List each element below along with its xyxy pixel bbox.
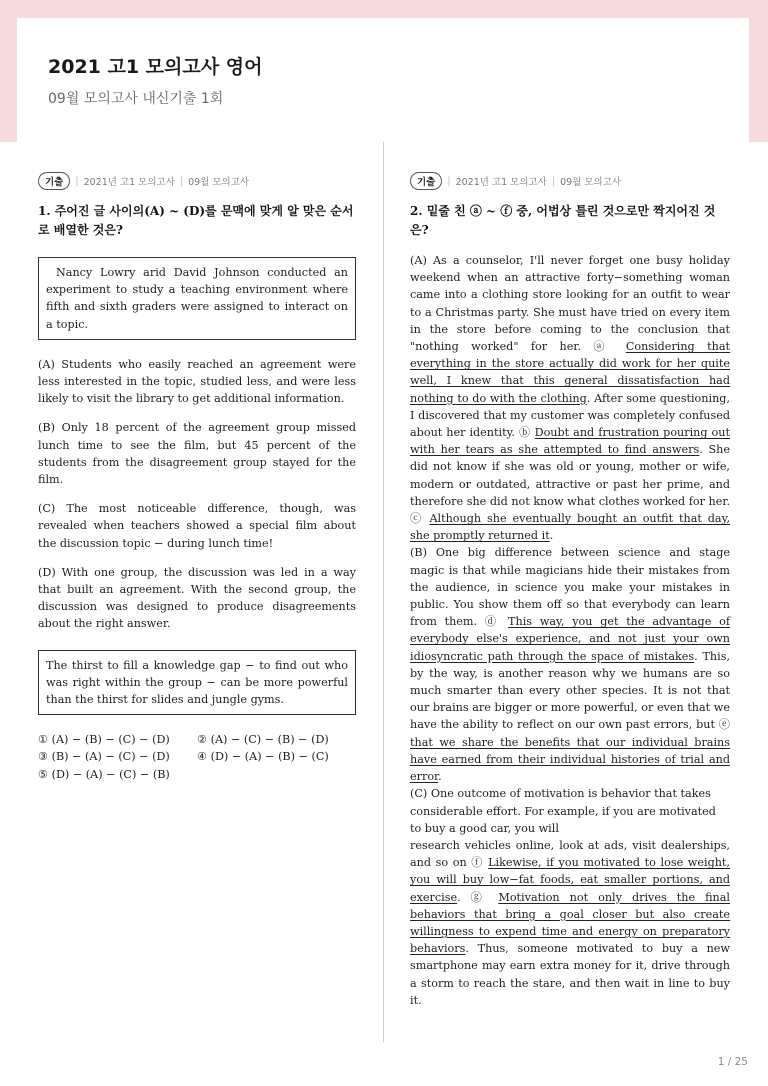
underline-g: Motivation not only drives the final behaviors that bring a goal closer but also create willingness to expend time and energy on preparatory behaviors bbox=[410, 890, 730, 956]
tag-badge: 기출 bbox=[38, 172, 70, 190]
column-divider bbox=[383, 142, 384, 1042]
underline-b: Doubt and frustration pouring out with her tears as she attempted to find answers bbox=[410, 426, 730, 457]
passage-b: (B) One big difference between science and stage magic is that while magicians hide their mistakes from the audience, in science you make your mistakes in public. You show them off so that everybody can learn from them. ⓓ This way, you get the advantage of everybody else's experience, and not just your own idiosyncratic path through the space of mistakes. This, by the way, is another reason why we humans are so much smarter than every other species. It is not that our brains are bigger or more powerful, or even that we have the ability to reflect on our own past errors, but ⓔ that we share the benefits that our individual brains have earned from their individual histories of trial and error. bbox=[410, 546, 731, 784]
question-1 bbox=[38, 172, 356, 783]
question-meta: 기출 | 2021년 고1 모의고사 | 09월 모의고사 bbox=[410, 172, 730, 190]
tag-badge: 기출 bbox=[410, 172, 442, 190]
underline-f: Likewise, if you motivated to lose weight, you will buy low−fat foods, eat smaller portions, and exercise bbox=[410, 856, 730, 904]
underline-c: Although she eventually bought an outfit that day, she promptly returned it bbox=[410, 512, 730, 543]
question-meta: 기출 | 2021년 고1 모의고사 | 09월 모의고사 bbox=[38, 172, 356, 190]
meta-exam: 2021년 고1 모의고사 bbox=[455, 177, 547, 188]
closing-text: The thirst to fill a knowledge gap − to find out who was right within the group − can be more powerful than the thirst for slides and jungle gyms. bbox=[46, 658, 348, 707]
question-title: 2. 밑줄 친 ⓐ ~ ⓕ 중, 어법상 틀린 것으로만 짝지어진 것은? bbox=[410, 204, 716, 237]
underline-a: Considering that everything in the store actually did work for her quite well, I knew that this general dissatisfaction had nothing to do with the clothing bbox=[410, 340, 730, 405]
page-number: 1 / 25 bbox=[717, 1056, 748, 1068]
choice-2[interactable]: ② (A) − (C) − (B) − (D) bbox=[197, 733, 329, 747]
meta-exam: 2021년 고1 모의고사 bbox=[83, 177, 175, 188]
page-title: 2021 고1 모의고사 영어 bbox=[48, 56, 263, 78]
answer-choices bbox=[38, 731, 356, 783]
passage-c-cont: research vehicles online, look at ads, visit dealerships, and so on ⓕ Likewise, if you motivated to lose weight, you will buy low−fat foods, eat smaller portions, and exercise. ⓖ Motivation not only drives the final behaviors that bring a goal closer but also create willingness to expend time and energy on preparatory behaviors. Thus, someone motivated to buy a new smartphone may earn extra money for it, drive through a storm to reach the stare, and then wait in line to buy it. bbox=[410, 838, 730, 1007]
paragraph-a: (A) Students who easily reached an agreement were less interested in the topic, studied less, and were less likely to visit the library to get additional information. bbox=[38, 357, 356, 406]
question-2 bbox=[410, 172, 730, 1009]
header-card bbox=[17, 18, 749, 142]
question-title: 1. 주어진 글 사이의(A) ~ (D)를 문맥에 맞게 알 맞은 순서로 배열한 것은? bbox=[38, 204, 354, 237]
intro-box bbox=[38, 257, 356, 340]
choice-1[interactable]: ① (A) − (B) − (C) − (D) bbox=[38, 733, 170, 747]
paragraph-c: (C) The most noticeable difference, though, was revealed when teachers showed a special film about the discussion topic − during lunch time! bbox=[38, 502, 356, 550]
underline-e: that we share the benefits that our individual brains have earned from their individual histories of trial and error bbox=[410, 735, 730, 784]
intro-text: Nancy Lowry arid David Johnson conducted an experiment to study a teaching environment where fifth and sixth graders were assigned to interact on a topic. bbox=[46, 266, 348, 331]
underline-d: This way, you get the advantage of everybody else's experience, and not just your own idiosyncratic path through the space of mistakes bbox=[410, 615, 730, 663]
choice-5[interactable]: ⑤ (D) − (A) − (C) − (B) bbox=[38, 767, 170, 781]
choice-3[interactable]: ③ (B) − (A) − (C) − (D) bbox=[38, 750, 170, 764]
paragraph-b: (B) Only 18 percent of the agreement group missed lunch time to see the film, but 45 percent of the students from the disagreement group stayed for the film. bbox=[38, 421, 356, 487]
passage-a: (A) As a counselor, I'll never forget one busy holiday weekend when an attractive forty−something woman came into a clothing store looking for an outfit to wear to a Christmas party. She must have tried on every item in the store before coming to the conclusion that "nothing worked" for her. ⓐ Considering that everything in the store actually did work for her quite well, I knew that this general dissatisfaction had nothing to do with the clothing. After some questioning, I discovered that my customer was completely confused about her identity. ⓑ Doubt and frustration pouring out with her tears as she attempted to find answers. She did not know if she was old or young, mother or wife, modern or outdated, attractive or past her prime, and therefore she did not know what clothes worked for her. ⓒ Although she eventually bought an outfit that day, she promptly returned it. bbox=[410, 254, 731, 543]
meta-month: 09월 모의고사 bbox=[188, 177, 250, 188]
passage-c: (C) One outcome of motivation is behavior that takes considerable effort. For example, if you are motivated to buy a good car, you will bbox=[410, 787, 716, 835]
choice-4[interactable]: ④ (D) − (A) − (B) − (C) bbox=[197, 750, 329, 764]
paragraph-d: (D) With one group, the discussion was led in a way that built an agreement. With the second group, the discussion was designed to produce disagreements about the right answer. bbox=[38, 565, 356, 631]
page-subtitle: 09월 모의고사 내신기출 1회 bbox=[48, 91, 224, 107]
closing-box bbox=[38, 650, 356, 716]
meta-month: 09월 모의고사 bbox=[560, 177, 622, 188]
